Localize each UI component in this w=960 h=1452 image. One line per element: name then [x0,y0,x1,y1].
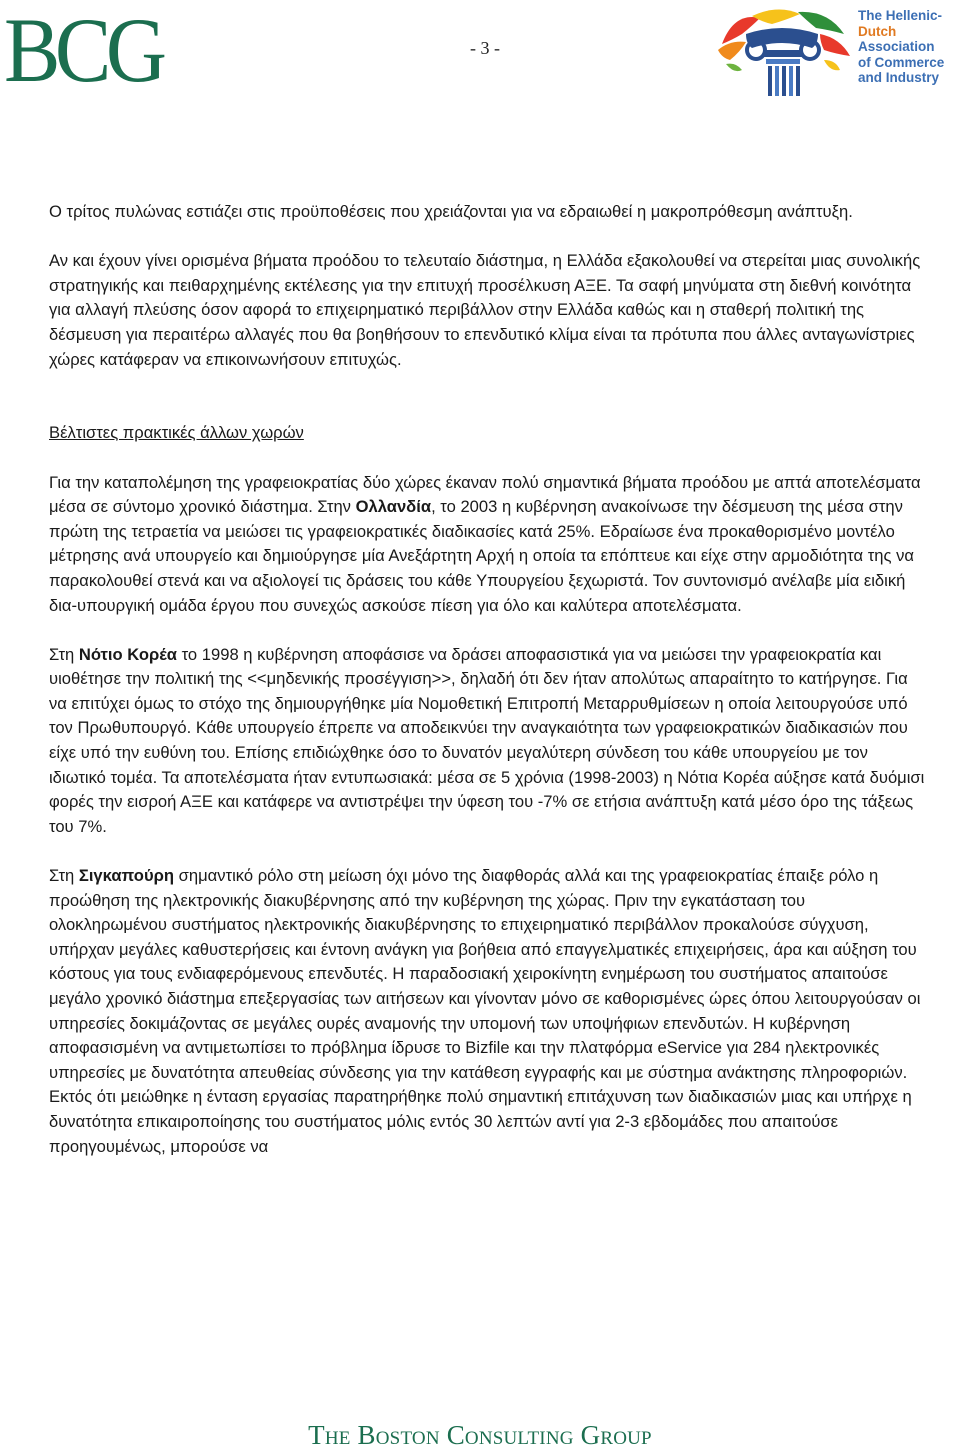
paragraph-third-pillar: Ο τρίτος πυλώνας εστιάζει στις προϋποθέσεις που χρειάζονται για να εδραιωθεί η μακροπρόθεσμη ανάπτυξη. [49,202,853,221]
hdac-emblem-icon [712,4,854,100]
hdac-line-1: The Hellenic- [858,8,943,23]
paragraph-netherlands [49,471,925,619]
country-south-korea: Νότιο Κορέα [78,644,177,664]
section-heading-best-practices: Βέλτιστες πρακτικές άλλων χωρών [49,423,304,443]
text-run: το 1998 η κυβέρνηση αποφάσισε να δράσει αποφασιστικά για να μειώσει την γραφειοκρατία και υιοθέτησε την πολιτική της <<μηδενικής προσέγγιση>>, δηλαδή ότι δεν ήταν απολύτως απαραίτητο το κατήργησε. Για να επιτύχει όμως το στόχο της δημιουργήθηκε μία Νομοθετική Επιτροπή Μεταρρυθμίσεων η οποία λειτουργούσε υπό τον Πρωθυπουργό. Κάθε υπουργείο έπρεπε να αποδεικνύει την αναγκαιότητα των γραφειοκρατικών διαδικασιών που είχε υπό την ευθύνη του. Επίσης επιδιώχθηκε όσο το δυνατόν μεγαλύτερη σύνδεση του κάθε υπουργείου με τον ιδιωτικό τομέα. Τα αποτελέσματα ήταν εντυπωσιακά: μέσα σε 5 χρόνια (1998-2003) η Νότια Κορέα αύξησε κατά δυόμισι φορές την εισροή ΑΞΕ και κατάφερε να αντιστρέψει την ύφεση του -7% σε ετήσια ανάπτυξη κατά μέσο όρο της τάξεως του 7%. [49,644,925,836]
text-run: , το 2003 η κυβέρνηση ανακοίνωσε την δέσμευση της μέσα στην πρώτη της τετραετία να μειώσει τις γραφειοκρατικές διαδικασίες κατά 25%. Εδραίωσε ένα προκαθορισμένο μοντέλο μέτρησης ανά υπουργείο και δημιούργησε μία Ανεξάρτητη Αρχή η οποία τα επόπτευε και είχε στην αρμοδιότητα της να παρακολουθεί στενά και να αξιολογεί τις δράσεις του κάθε Υπουργείου ξεχωριστά. Τον συντονισμό ανέλαβε μία ειδική δια-υπουργική ομάδα έργου που συνεχώς ασκούσε πίεση για όλο και καλύτερα αποτελέσματα. [49,497,914,615]
hdac-logo [712,4,958,100]
footer-company-name: The Boston Consulting Group [308,1420,652,1450]
page-header [0,0,960,110]
hdac-line-5: and Industry [858,70,940,85]
hdac-line-3: Association [858,39,935,54]
hdac-line-2: Dutch [858,23,897,39]
text-run: Για την καταπολέμηση της γραφειοκρατίας δύο χώρες έκαναν πολύ σημαντικά βήματα προόδου με απτά αποτελέσματα μέσα σε σύντομο χρονικό διάστημα. Στην [49,472,921,517]
paragraph-singapore [49,864,925,1159]
document-body [49,200,925,1159]
country-singapore: Σιγκαπούρη [78,866,174,886]
page-number: - 3 - [470,38,500,58]
text-run: Στη [49,866,79,886]
text-run: σημαντικό ρόλο στη μείωση όχι μόνο της διαφθοράς αλλά και της γραφειοκρατίας έπαιξε ρόλο η προώθηση της ηλεκτρονικής διακυβέρνησης από την κυβέρνηση της χώρας. Πριν την εγκατάσταση του ολοκληρωμένου συστήματος ηλεκτρονικής διακυβέρνησης το επιχειρηματικό περιβάλλον προκαλούσε σύγχυση, υπήρχαν μεγάλες καθυστερήσεις και έντονη ανάγκη για βοήθεια από επαγγελματικές επιχειρήσεις, άρα και αύξηση του κόστους για τους ενδιαφερόμενους επενδυτές. Η παραδοσιακή χειροκίνητη ενημέρωση του συστήματος απαιτούσε μεγάλο χρονικό διάστημα επεξεργασίας των αιτήσεων και γίνονταν μόνο σε καθορισμένες ώρες όπου λειτουργούσαν οι υπηρεσίες δοκιμάζοντας σε μεγάλες ουρές αναμονής την υπομονή των υποψήφιων επενδυτών. Η κυβέρνηση αποφασισμένη να αντιμετωπίσει το πρόβλημα ίδρυσε το Bizfile και την πλατφόρμα eService για 284 ηλεκτρονικές υπηρεσίες με δυνατότητα απευθείας σύνδεσης για την κατάθεση εγγραφής και με σύστημα ανάκτησης πληροφοριών. Εκτός ότι μειώθηκε η ένταση εργασίας παρατηρήθηκε πολύ σημαντική επιτάχυνση των διαδικασιών μιας και υπήρχε η δυνατότητα επικαιροποίησης του συστήματος μόλις εντός 30 λεπτών αντί για 2-3 εβδομάδες που απαιτούσε προηγουμένως, μπορούσε να [49,866,921,1156]
hdac-name [858,8,944,86]
bcg-logo: BCG [4,0,162,101]
paragraph-fdi-strategy: Αν και έχουν γίνει ορισμένα βήματα προόδου το τελευταίο διάστημα, η Ελλάδα εξακολουθεί να στερείται μιας συνολικής στρατηγικής και πειθαρχημένης εκτέλεσης για την επιτυχή προσέλκυση ΑΞΕ. Τα σαφή μηνύματα στη διεθνή κοινότητα για αλλαγή πλεύσης όσον αφορά το επιχειρηματικό περιβάλλον στην Ελλάδα καθώς και η σταθερή πολιτική της δέσμευση για περαιτέρω αλλαγές που θα βοηθήσουν το επενδυτικό κλίμα είναι τα πρότυπα που άλλες ανταγωνίστριες χώρες κατάφεραν να επικοινωνήσουν επιτυχώς. [49,251,921,369]
paragraph-south-korea [49,643,925,840]
hdac-line-4: of Commerce [858,54,945,70]
text-run: Στη [49,644,79,664]
country-netherlands: Ολλανδία [355,497,432,517]
